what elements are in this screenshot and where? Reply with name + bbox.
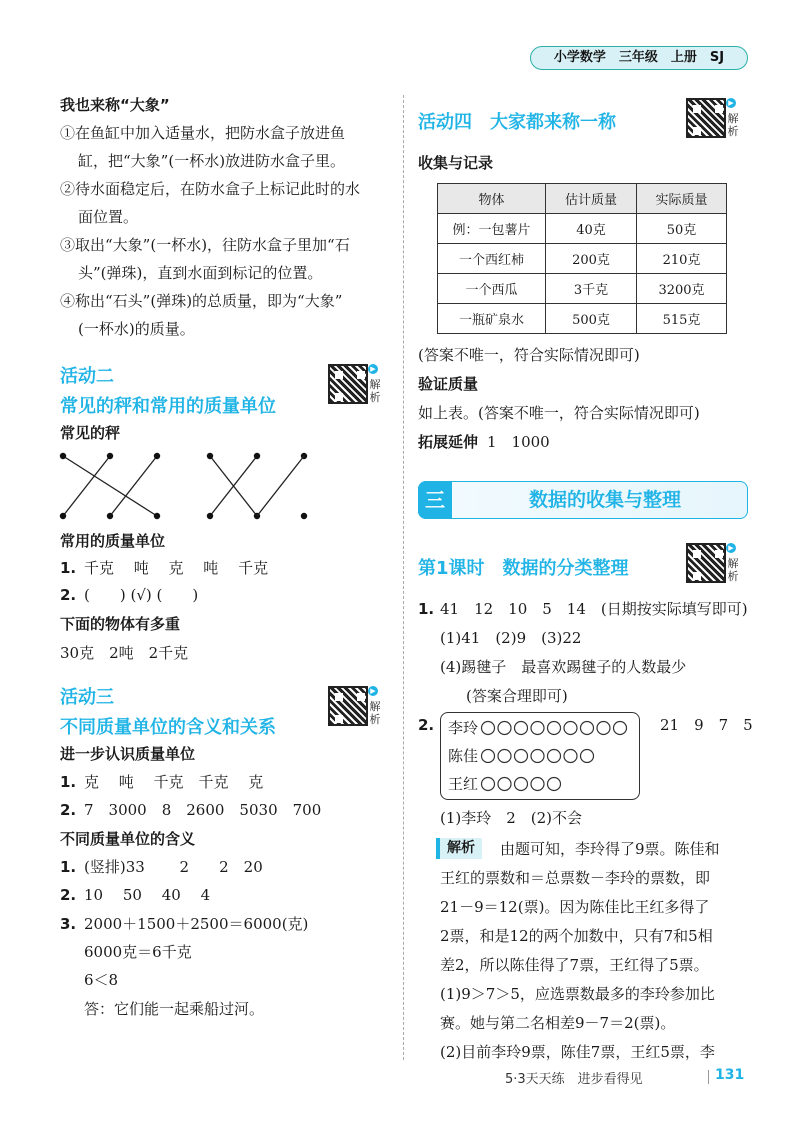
s1-line: ③取出“大象”(一杯水)，往防水盒子里加“石 [60,236,350,254]
table-header: 物体 [438,184,546,214]
vote-dot [548,750,561,763]
m3-answer: 2000＋1500＋2500＝6000(克) [84,915,309,933]
qr-label: 解析 [727,112,739,138]
q1-answer: 41 12 10 5 14 (日期按实际填写即可) [440,600,748,618]
vote-numbers: 21 9 7 5 [660,716,753,734]
u1-answer: 千克 吨 克 吨 千克 [84,559,269,577]
table-cell: 一瓶矿泉水 [438,304,546,334]
qr-code-icon[interactable] [328,686,368,726]
lesson-title: 第1课时 数据的分类整理 [418,558,629,579]
table-cell: 3千克 [546,274,637,304]
vote-dot [597,722,610,735]
play-icon: ▶ [368,686,378,696]
footer-separator [708,1070,709,1084]
s1-line: 头”(弹珠)，直到水面到标记的位置。 [78,264,323,282]
qr-label: 解析 [369,700,381,726]
m3-answer: 6＜8 [84,971,119,989]
verify-heading: 验证质量 [418,375,479,393]
q2-answer: (1)李玲 2 (2)不会 [440,809,583,827]
table-row [438,304,727,334]
table-cell: 一个西瓜 [438,274,546,304]
table-cell: 515克 [637,304,727,334]
q-number: 1. [418,600,435,618]
q1-answer: (4)踢毽子 最喜欢踢毽子的人数最少 [440,658,687,676]
qr-label: 解析 [727,557,739,583]
vote-dot [498,778,511,791]
vote-dot [515,750,528,763]
meaning-heading: 不同质量单位的含义 [60,830,196,848]
m3-answer: 6000克＝6千克 [84,943,192,961]
q-number: 3. [60,915,77,933]
table-row [438,244,727,274]
activity-3-subtitle: 不同质量单位的含义和关系 [60,717,276,738]
play-icon: ▶ [368,364,378,374]
q1-answer: (1)41 (2)9 (3)22 [440,629,582,647]
vote-dots [480,716,640,800]
table-cell: 一个西红柿 [438,244,546,274]
analysis-line: (1)9＞7＞5，应选票数最多的李玲参加比 [440,985,715,1003]
table-header-row [438,184,727,214]
vote-dot [482,722,495,735]
table-header: 实际质量 [637,184,727,214]
activity-2-title: 活动二 [60,366,114,387]
vote-dot [482,778,495,791]
header-badge: 小学数学 三年级 上册 SJ [530,46,748,70]
extend-answer: 1 1000 [487,433,550,451]
extend-heading: 拓展延伸 [418,433,479,451]
vote-dot [581,722,594,735]
chapter-title: 数据的收集与整理 [528,489,681,511]
qr-code-icon[interactable] [686,98,726,138]
note-1: (答案不唯一，符合实际情况即可) [418,346,640,364]
table-header: 估计质量 [546,184,637,214]
vote-dot [531,722,544,735]
analysis-line: 赛。她与第二名相差9－7＝2(票)。 [440,1014,676,1032]
matching-diagram [55,448,315,523]
m1-answer: (竖排)33 2 2 20 [84,858,263,876]
column-divider [403,95,404,1060]
q-number: 1. [60,858,77,876]
vote-dot [482,750,495,763]
vote-name: 王红 [448,775,479,793]
weigh-answer: 30克 2吨 2千克 [60,644,189,662]
vote-dot [548,778,561,791]
play-icon: ▶ [726,543,736,553]
units-heading: 常用的质量单位 [60,532,166,550]
u2-answer: ( ) (√) ( ) [84,586,199,604]
table-cell: 200克 [546,244,637,274]
table-cell: 50克 [637,214,727,244]
table-row [438,274,727,304]
f2-answer: 7 3000 8 2600 5030 700 [84,801,322,819]
q-number: 1. [60,559,77,577]
q1-answer: (答案合理即可) [466,687,568,705]
chapter-number: 三 [418,481,452,519]
f1-answer: 克 吨 千克 千克 克 [84,773,264,791]
table-cell: 3200克 [637,274,727,304]
verify-answer: 如上表。(答案不唯一，符合实际情况即可) [418,404,700,422]
vote-name: 陈佳 [448,747,479,765]
scales-heading: 常见的秤 [60,424,121,442]
q-number: 2. [60,801,77,819]
m2-answer: 10 50 40 4 [84,886,211,904]
further-heading: 进一步认识质量单位 [60,745,196,763]
analysis-line: 差2，所以陈佳得了7票，王红得了5票。 [440,956,709,974]
weigh-heading: 下面的物体有多重 [60,615,181,633]
activity-4-title: 活动四 大家都来称一称 [418,112,616,133]
s1-line: 缸，把“大象”(一杯水)放进防水盒子里。 [78,152,346,170]
vote-dot [581,750,594,763]
s1-line: ②待水面稳定后，在防水盒子上标记此时的水 [60,180,361,198]
page-number: 131 [715,1067,745,1083]
s1-line: 面位置。 [78,208,139,226]
q-number: 2. [418,716,435,734]
vote-dot [531,778,544,791]
analysis-line: 由题可知，李玲得了9票。陈佳和 [500,840,720,858]
vote-dot [548,722,561,735]
table-cell: 40克 [546,214,637,244]
vote-dot [564,750,577,763]
m3-answer: 答：它们能一起乘船过河。 [84,1000,265,1018]
activity-2-subtitle: 常见的秤和常用的质量单位 [60,396,276,417]
s1-line: (一杯水)的质量。 [78,320,195,338]
qr-code-icon[interactable] [686,543,726,583]
analysis-line: (2)目前李玲9票，陈佳7票，王红5票，李 [440,1043,715,1061]
s1-line: ④称出“石头”(弹珠)的总质量，即为“大象” [60,292,343,310]
s1-title: 我也来称“大象” [60,96,170,114]
table-cell: 500克 [546,304,637,334]
vote-dot [515,722,528,735]
analysis-label: 解析 [436,838,482,859]
vote-name: 李玲 [448,719,479,737]
analysis-line: 王红的票数和＝总票数－李玲的票数，即 [440,869,711,887]
vote-dot [531,750,544,763]
collect-heading: 收集与记录 [418,154,494,172]
footer-brand: 5·3天天练 进步看得见 [505,1072,643,1087]
s1-line: ①在鱼缸中加入适量水，把防水盒子放进鱼 [60,124,346,142]
record-table [437,183,727,334]
q-number: 2. [60,886,77,904]
play-icon: ▶ [726,98,736,108]
q-number: 1. [60,773,77,791]
vote-dot [564,722,577,735]
analysis-line: 2票，和是12的两个加数中，只有7和5相 [440,927,713,945]
table-cell: 210克 [637,244,727,274]
q-number: 2. [60,586,77,604]
vote-dot [515,778,528,791]
analysis-line: 21－9＝12(票)。因为陈佳比王红多得了 [440,898,710,916]
table-cell: 例：一包薯片 [438,214,546,244]
activity-3-title: 活动三 [60,687,114,708]
vote-dot [614,722,627,735]
qr-code-icon[interactable] [328,364,368,404]
table-row [438,214,727,244]
vote-dot [498,722,511,735]
vote-dot [498,750,511,763]
qr-label: 解析 [369,378,381,404]
